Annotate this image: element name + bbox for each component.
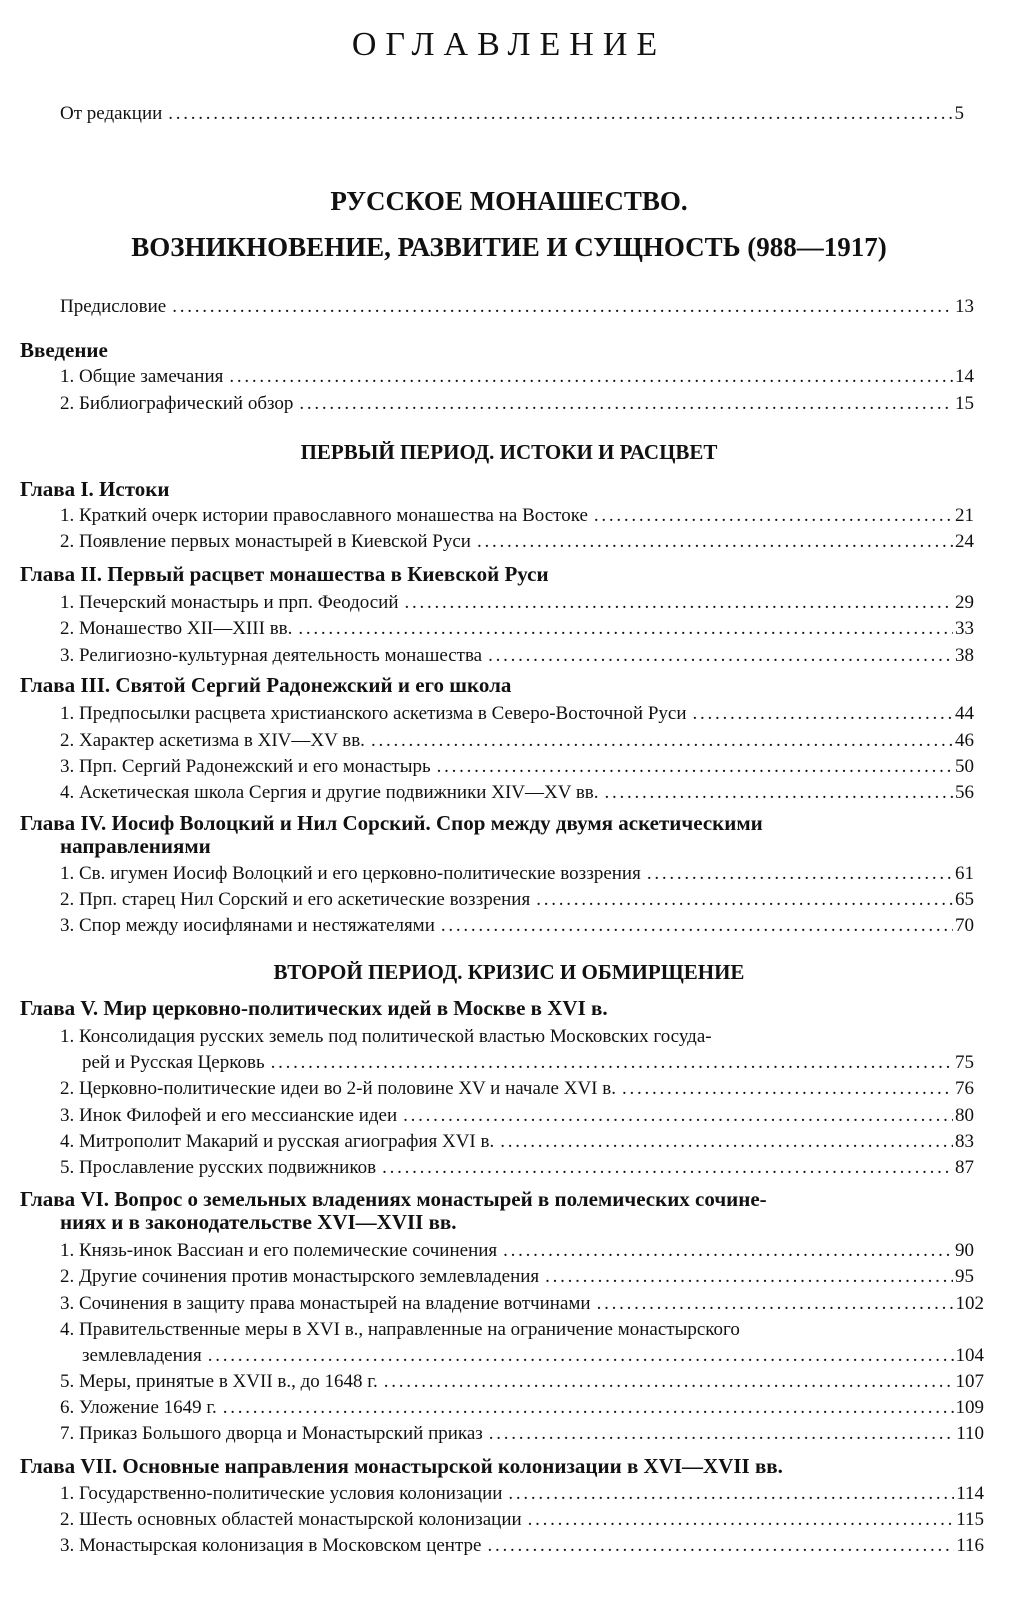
dot-leader <box>271 1050 953 1076</box>
toc-entry: 7. Приказ Большого дворца и Монастырский приказ . . . 110 <box>0 1421 1018 1447</box>
period1-heading: ПЕРВЫЙ ПЕРИОД. ИСТОКИ И РАСЦВЕТ <box>300 440 718 464</box>
toc-entry-editorial <box>0 101 1018 127</box>
toc-entry: 1. Краткий очерк истории православного монашества на Востоке . . . 21 <box>0 503 1018 529</box>
entry-page: 5 <box>954 103 964 124</box>
toc-entry: 4. Аскетическая школа Сергия и другие подвижники XIV—XV вв. . . . 56 <box>0 780 1018 806</box>
dot-leader <box>298 616 953 642</box>
toc-entry: 4. Митрополит Макарий и русская агиография XVI в. . . . 83 <box>0 1129 1018 1155</box>
toc-entry: 2. Прп. старец Нил Сорский и его аскетические воззрения . . . 65 <box>0 887 1018 913</box>
toc-entry: 1. Печерский монастырь и прп. Феодосий . . . 29 <box>0 590 1018 616</box>
book-title-line2: ВОЗНИКНОВЕНИЕ, РАЗВИТИЕ И СУЩНОСТЬ (988—1917) <box>131 232 887 262</box>
dot-leader <box>545 1264 953 1290</box>
dot-leader <box>489 1421 954 1447</box>
chapter-6-heading-cont: ниях и в законодательстве XVI—XVII вв. <box>60 1210 457 1234</box>
toc-title: ОГЛАВЛЕНИЕ <box>351 26 667 63</box>
chapter-5-heading: Глава V. Мир церковно-политических идей в Москве в XVI в. <box>20 996 608 1020</box>
toc-entry-multiline: 1. Консолидация русских земель под политической властью Московских госуда- <box>60 1026 712 1047</box>
dot-leader <box>693 701 954 727</box>
dot-leader <box>503 1238 953 1264</box>
toc-entry: 3. Прп. Сергий Радонежский и его монастырь . . . 50 <box>0 754 1018 780</box>
toc-entry: 3. Сочинения в защиту права монастырей на владение вотчинами . . . 102 <box>0 1291 1018 1317</box>
intro-heading: Введение <box>20 338 108 362</box>
toc-entry: 1. Общие замечания . . . 14 <box>0 364 1018 390</box>
toc-entry-preface <box>0 294 1018 320</box>
dot-leader <box>384 1369 954 1395</box>
entry-label: Предисловие <box>60 296 167 317</box>
toc-entry: 2. Библиографический обзор . . . 15 <box>0 391 1018 417</box>
dot-leader <box>371 728 953 754</box>
dot-leader <box>172 294 953 320</box>
dot-leader <box>622 1076 953 1102</box>
chapter-6-heading: Глава VI. Вопрос о земельных владениях монастырей в полемических сочине- <box>20 1187 767 1211</box>
dot-leader <box>441 913 953 939</box>
toc-entry: 3. Религиозно-культурная деятельность монашества . . . 38 <box>0 643 1018 669</box>
toc-entry: 5. Меры, принятые в XVII в., до 1648 г. . . . 107 <box>0 1369 1018 1395</box>
dot-leader <box>208 1343 954 1369</box>
dot-leader <box>597 1291 954 1317</box>
toc-entry: 1. Предпосылки расцвета христианского аскетизма в Северо-Восточной Руси . . . 44 <box>0 701 1018 727</box>
dot-leader <box>382 1155 953 1181</box>
toc-entry: 6. Уложение 1649 г. . . . 109 <box>0 1395 1018 1421</box>
dot-leader <box>487 1533 954 1559</box>
dot-leader <box>168 101 952 127</box>
dot-leader <box>437 754 953 780</box>
toc-entry: землевладения . . . 104 <box>0 1343 1018 1369</box>
dot-leader <box>477 529 953 555</box>
dot-leader <box>223 1395 954 1421</box>
dot-leader <box>647 861 953 887</box>
toc-entry: рей и Русская Церковь . . . 75 <box>0 1050 1018 1076</box>
dot-leader <box>528 1507 955 1533</box>
chapter-7-heading: Глава VII. Основные направления монастырской колонизации в XVI—XVII вв. <box>20 1454 783 1478</box>
toc-entry: 5. Прославление русских подвижников . . . 87 <box>0 1155 1018 1181</box>
period2-heading: ВТОРОЙ ПЕРИОД. КРИЗИС И ОБМИРЩЕНИЕ <box>273 960 745 984</box>
toc-entry: 3. Монастырская колонизация в Московском центре . . . 116 <box>0 1533 1018 1559</box>
dot-leader <box>488 643 953 669</box>
toc-entry: 2. Появление первых монастырей в Киевской Руси . . . 24 <box>0 529 1018 555</box>
dot-leader <box>536 887 953 913</box>
dot-leader <box>508 1481 954 1507</box>
dot-leader <box>229 364 953 390</box>
dot-leader <box>500 1129 953 1155</box>
dot-leader <box>605 780 953 806</box>
entry-label: От редакции <box>60 103 163 124</box>
toc-entry: 2. Церковно-политические идеи во 2-й половине XV и начале XVI в. . . . 76 <box>0 1076 1018 1102</box>
toc-entry-multiline: 4. Правительственные меры в XVI в., направленные на ограничение монастырского <box>60 1319 740 1340</box>
chapter-3-heading: Глава III. Святой Сергий Радонежский и его школа <box>20 673 512 697</box>
dot-leader <box>299 391 953 417</box>
entry-page: 13 <box>955 296 974 317</box>
toc-entry: 2. Другие сочинения против монастырского землевладения . . . 95 <box>0 1264 1018 1290</box>
toc-entry: 2. Шесть основных областей монастырской колонизации . . . 115 <box>0 1507 1018 1533</box>
dot-leader <box>594 503 953 529</box>
toc-entry: 1. Государственно-политические условия колонизации . . . 114 <box>0 1481 1018 1507</box>
dot-leader <box>405 590 953 616</box>
chapter-2-heading: Глава II. Первый расцвет монашества в Киевской Руси <box>20 562 549 586</box>
chapter-4-heading-cont: направлениями <box>60 834 211 858</box>
toc-entry: 2. Характер аскетизма в XIV—XV вв. . . . 46 <box>0 728 1018 754</box>
book-title-line1: РУССКОЕ МОНАШЕСТВО. <box>330 186 688 216</box>
chapter-1-heading: Глава I. Истоки <box>20 477 170 501</box>
toc-entry: 1. Св. игумен Иосиф Волоцкий и его церковно-политические воззрения . . . 61 <box>0 861 1018 887</box>
chapter-4-heading: Глава IV. Иосиф Волоцкий и Нил Сорский. Спор между двумя аскетическими <box>20 811 763 835</box>
toc-entry: 3. Инок Филофей и его мессианские идеи . . . 80 <box>0 1103 1018 1129</box>
toc-entry: 2. Монашество XII—XIII вв. . . . 33 <box>0 616 1018 642</box>
toc-entry: 1. Князь-инок Вассиан и его полемические сочинения . . . 90 <box>0 1238 1018 1264</box>
dot-leader <box>403 1103 953 1129</box>
toc-entry: 3. Спор между иосифлянами и нестяжателями . . . 70 <box>0 913 1018 939</box>
